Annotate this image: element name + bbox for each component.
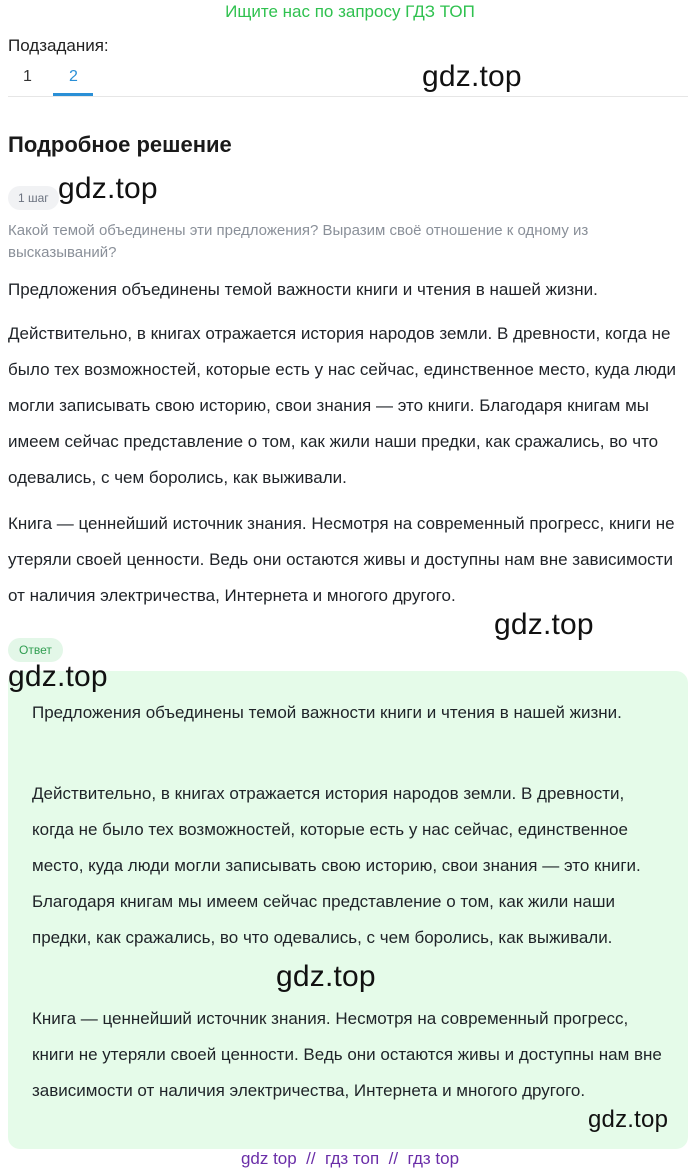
tab-subtask-1[interactable]: 1: [23, 68, 32, 85]
footer-links: gdz top // гдз топ // гдз top: [240, 1149, 460, 1168]
answer-badge: Ответ: [8, 638, 63, 662]
solution-heading: Подробное решение: [8, 132, 232, 157]
answer-paragraph: Предложения объединены темой важности книги и чтения в нашей жизни.: [32, 703, 622, 722]
search-banner: Ищите нас по запросу ГДЗ ТОП: [225, 2, 475, 21]
watermark: gdz.top: [8, 660, 108, 693]
subtask-tabs: [8, 60, 688, 97]
subtasks-label: Подзадания:: [8, 36, 109, 55]
answer-paragraph: Действительно, в книгах отражается история народов земли. В древности, когда не было тех возможностей, которые есть у нас сейчас, единственное место, куда люди могли записывать свою историю, свои знания — это книги. Благодаря книгам мы имеем сейчас представление о том, как жили наши предки, как сражались, во что одевались, с чем боролись, как выживали.: [32, 784, 641, 947]
solution-paragraph: Действительно, в книгах отражается история народов земли. В древности, когда не было тех возможностей, которые есть у нас сейчас, единственное место, куда люди могли записывать свою историю, свои знания — это книги. Благодаря книгам мы имеем сейчас представление о том, как жили наши предки, как сражались, во что одевались, с чем боролись, как выживали.: [8, 324, 677, 487]
watermark: gdz.top: [494, 608, 594, 641]
answer-paragraph: Книга — ценнейший источник знания. Несмотря на современный прогресс, книги не утеряли своей ценности. Ведь они остаются живы и доступны нам вне зависимости от наличия электричества, Интернета и многого другого.: [32, 1009, 662, 1100]
solution-paragraph: Книга — ценнейший источник знания. Несмотря на современный прогресс, книги не утеряли своей ценности. Ведь они остаются живы и доступны нам вне зависимости от наличия электричества, Интернета и многого другого.: [8, 514, 675, 605]
task-question: Какой темой объединены эти предложения? Выразим своё отношение к одному из высказываний?: [8, 222, 589, 261]
answer-box: [8, 671, 688, 1149]
tab-subtask-2[interactable]: 2: [69, 68, 78, 85]
watermark: gdz.top: [422, 60, 522, 93]
solution-paragraph: Предложения объединены темой важности книги и чтения в нашей жизни.: [8, 280, 598, 299]
watermark: gdz.top: [276, 960, 376, 993]
watermark: gdz.top: [588, 1106, 669, 1133]
step-badge: 1 шаг: [8, 186, 59, 210]
watermark: gdz.top: [58, 172, 158, 205]
active-tab-indicator: [53, 93, 93, 96]
